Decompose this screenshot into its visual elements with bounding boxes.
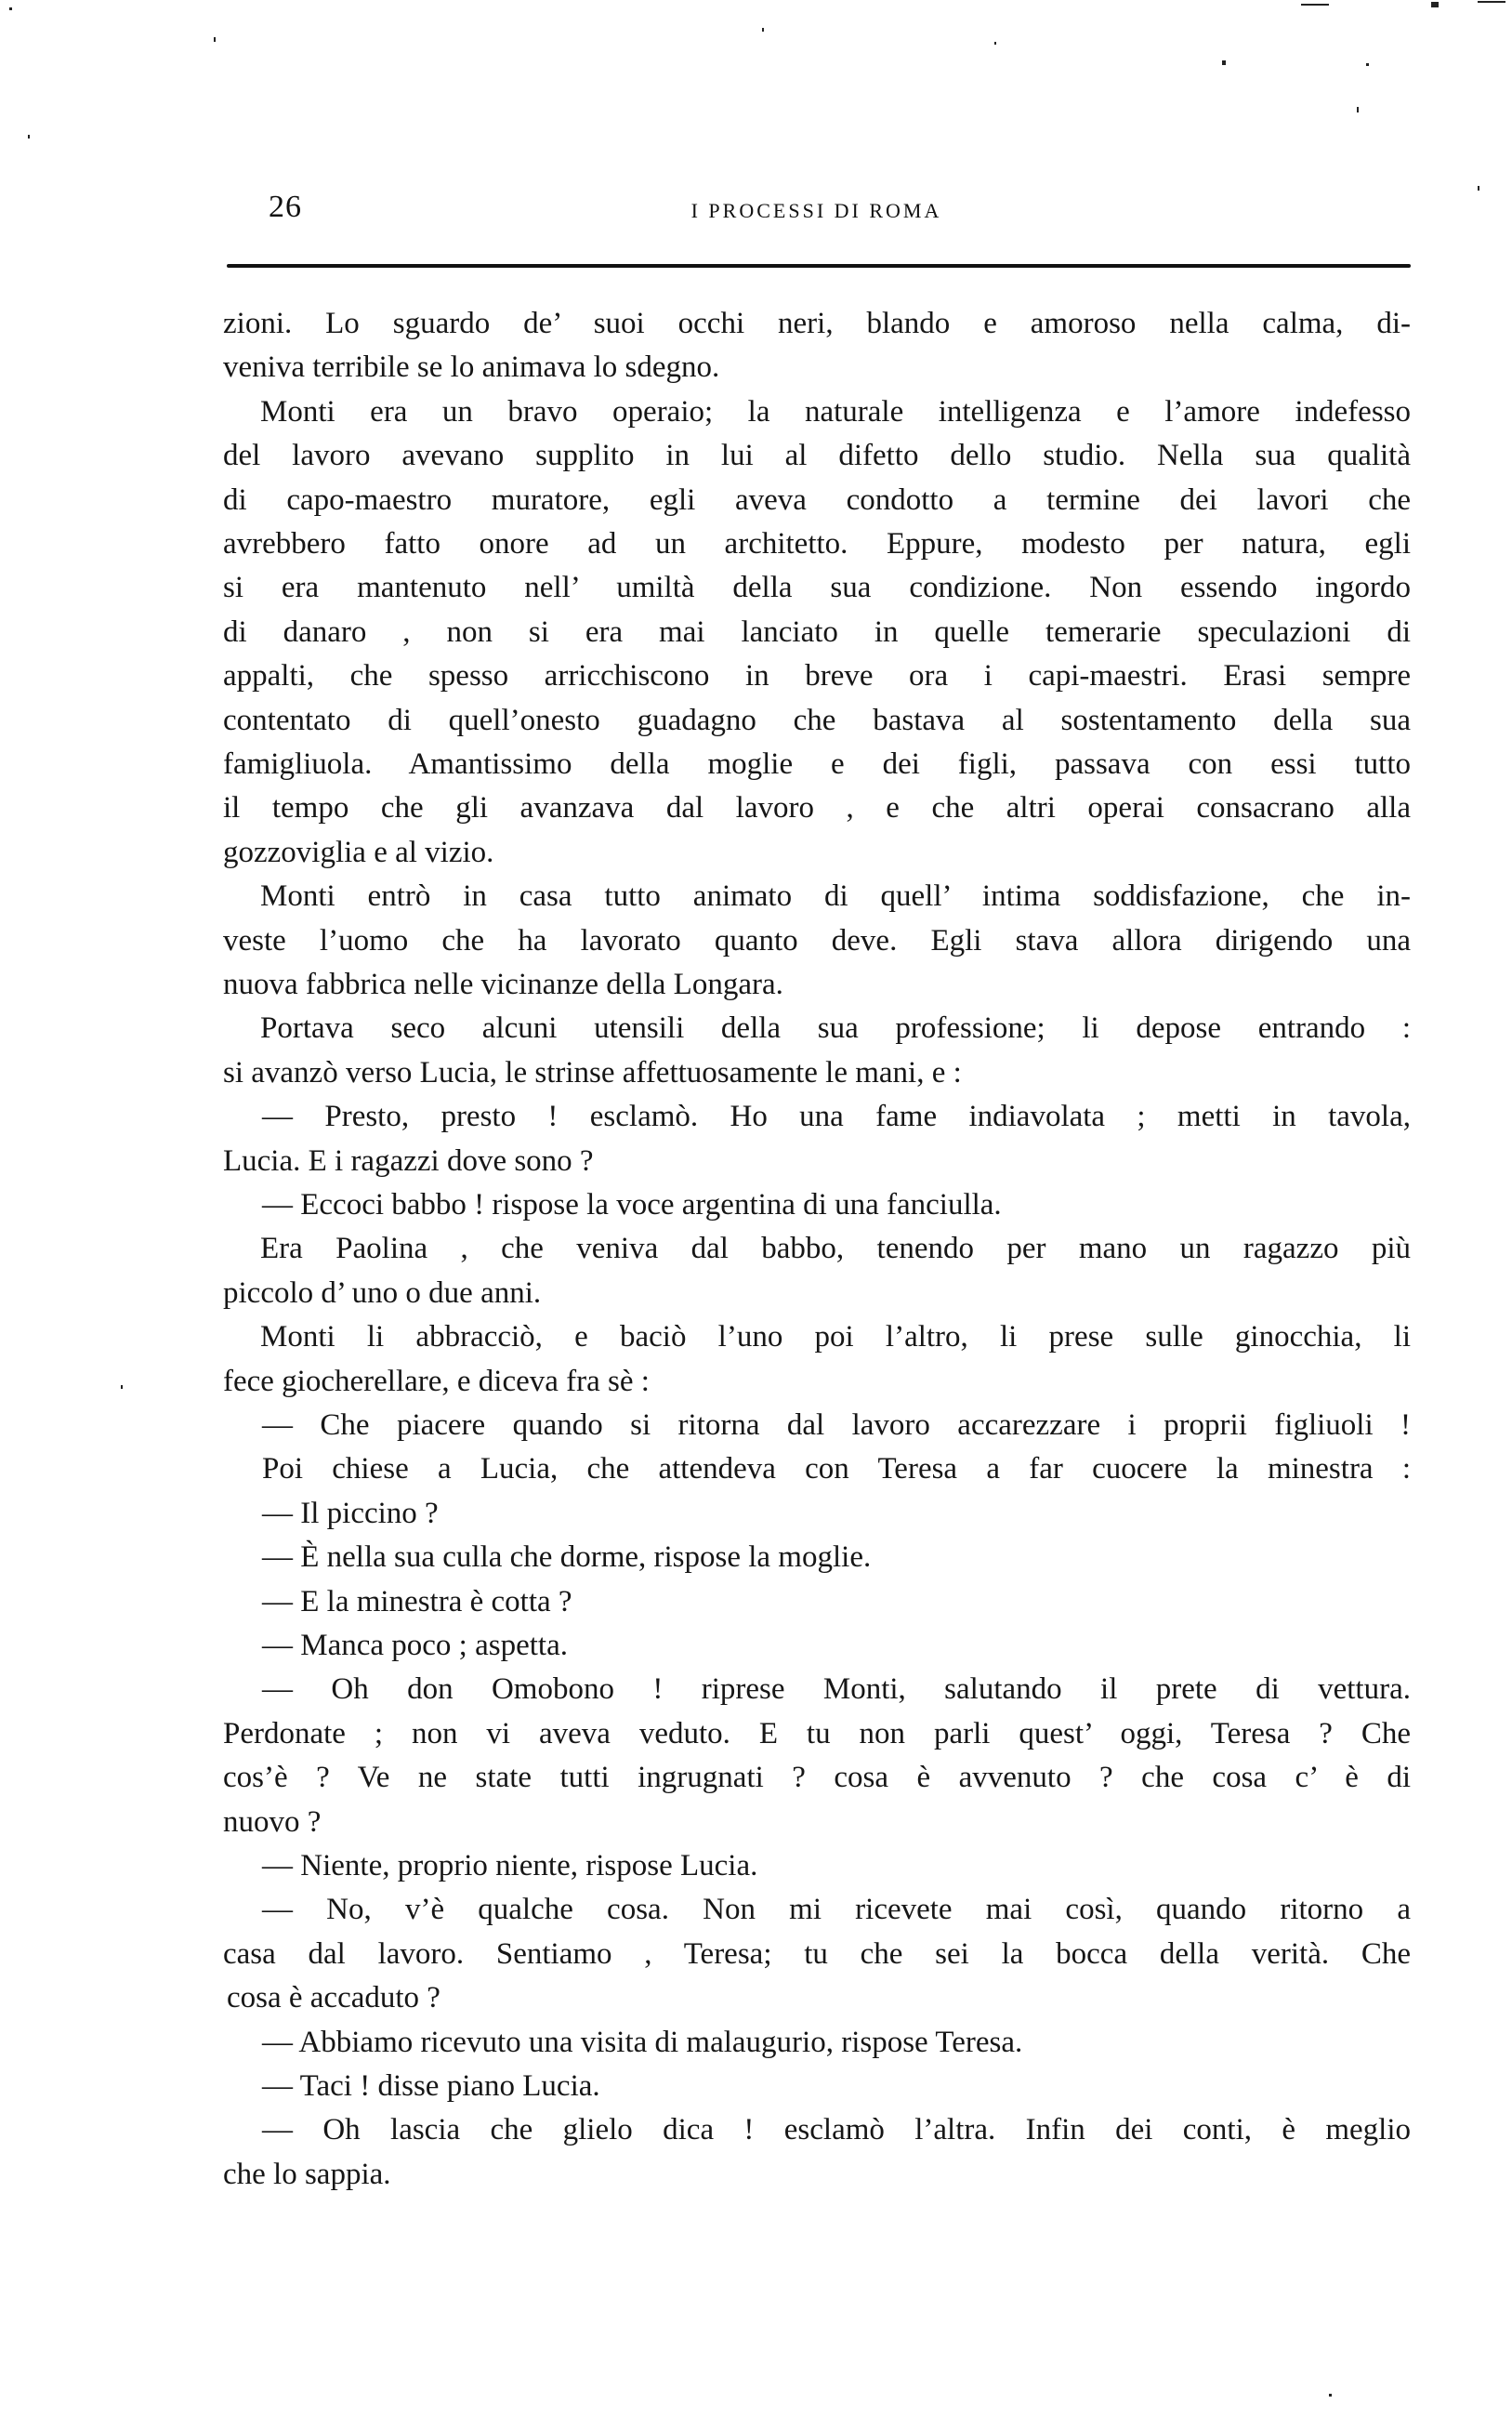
text-line: — Taci ! disse piano Lucia. — [262, 2069, 600, 2103]
text-line: casa dal lavoro. Sentiamo , Teresa; tu che sei la bocca della verità. Che — [223, 1936, 1411, 1971]
text-line: Monti li abbracciò, e baciò l’uno poi l’altro, li prese sulle ginocchia, li — [260, 1320, 1411, 1354]
text-line: che lo sappia. — [223, 2157, 391, 2191]
text-line: si era mantenuto nell’ umiltà della sua condizione. Non essendo ingordo — [223, 571, 1411, 605]
text-line: avrebbero fatto onore ad un architetto. Eppure, modesto per natura, egli — [223, 527, 1411, 561]
text-line: gozzoviglia e al vizio. — [223, 835, 494, 869]
text-line: nuova fabbrica nelle vicinanze della Longara. — [223, 968, 783, 1001]
text-line: del lavoro avevano supplito in lui al difetto dello studio. Nella sua qualità — [223, 439, 1411, 473]
page-number: 26 — [269, 190, 302, 224]
text-line: — No, v’è qualche cosa. Non mi ricevete mai così, quando ritorno a — [262, 1893, 1411, 1927]
text-line: — Oh don Omobono ! riprese Monti, salutando il prete di vettura. — [262, 1672, 1411, 1707]
text-line: Lucia. E i ragazzi dove sono ? — [223, 1143, 594, 1178]
text-line: famigliuola. Amantissimo della moglie e dei figli, passava con essi tutto — [223, 747, 1411, 781]
text-line: — Presto, presto ! esclamò. Ho una fame indiavolata ; metti in tavola, — [262, 1100, 1411, 1134]
text-line: Era Paolina , che veniva dal babbo, tenendo per mano un ragazzo più — [260, 1232, 1411, 1266]
text-line: — Eccoci babbo ! rispose la voce argentina di una fanciulla. — [262, 1188, 1002, 1222]
text-line: veniva terribile se lo animava lo sdegno. — [223, 350, 720, 385]
text-line: veste l’uomo che ha lavorato quanto deve. Egli stava allora dirigendo una — [223, 923, 1411, 958]
text-line: zioni. Lo sguardo de’ suoi occhi neri, blando e amoroso nella calma, di- — [223, 307, 1411, 340]
text-line: il tempo che gli avanzava dal lavoro , e che altri operai consacrano alla — [223, 791, 1411, 825]
text-line: nuovo ? — [223, 1804, 322, 1839]
text-line: — Abbiamo ricevuto una visita di malaugurio, rispose Teresa. — [262, 2025, 1023, 2059]
text-line: di danaro , non si era mai lanciato in quelle temerarie speculazioni di — [223, 614, 1411, 649]
running-title: I PROCESSI DI ROMA — [690, 199, 942, 222]
text-line: cosa è accaduto ? — [227, 1981, 440, 2015]
text-line: Monti entrò in casa tutto animato di quell’ intima soddisfazione, che in- — [260, 879, 1411, 914]
text-line: si avanzò verso Lucia, le strinse affettuosamente le mani, e : — [223, 1055, 962, 1090]
text-line: appalti, che spesso arricchiscono in breve ora i capi-maestri. Erasi sempre — [223, 659, 1411, 693]
text-line: contentato di quell’onesto guadagno che bastava al sostentamento della sua — [223, 703, 1411, 737]
text-line: Monti era un bravo operaio; la naturale intelligenza e l’amore indefesso — [260, 394, 1411, 429]
text-line: piccolo d’ uno o due anni. — [223, 1275, 542, 1310]
text-line: — E la minestra è cotta ? — [262, 1584, 572, 1618]
text-line: — Il piccino ? — [262, 1496, 439, 1530]
text-line: fece giocherellare, e diceva fra sè : — [223, 1364, 650, 1398]
text-line: — Oh lascia che glielo dica ! esclamò l’altra. Infin dei conti, è meglio — [262, 2113, 1411, 2147]
text-line: Perdonate ; non vi aveva veduto. E tu non parli quest’ oggi, Teresa ? Che — [223, 1716, 1411, 1750]
text-line: — È nella sua culla che dorme, rispose la moglie. — [262, 1540, 872, 1575]
text-line: cos’è ? Ve ne state tutti ingrugnati ? cosa è avvenuto ? che cosa c’ è di — [223, 1761, 1411, 1795]
text-line: di capo-maestro muratore, egli aveva condotto a termine dei lavori che — [223, 482, 1411, 517]
text-line: Poi chiese a Lucia, che attendeva con Teresa a far cuocere la minestra : — [262, 1452, 1411, 1486]
text-line: Portava seco alcuni utensili della sua professione; li depose entrando : — [260, 1011, 1411, 1046]
text-line: — Niente, proprio niente, rispose Lucia. — [262, 1849, 758, 1882]
text-line: — Che piacere quando si ritorna dal lavoro accarezzare i proprii figliuoli ! — [262, 1408, 1411, 1442]
text-line: — Manca poco ; aspetta. — [262, 1629, 568, 1662]
